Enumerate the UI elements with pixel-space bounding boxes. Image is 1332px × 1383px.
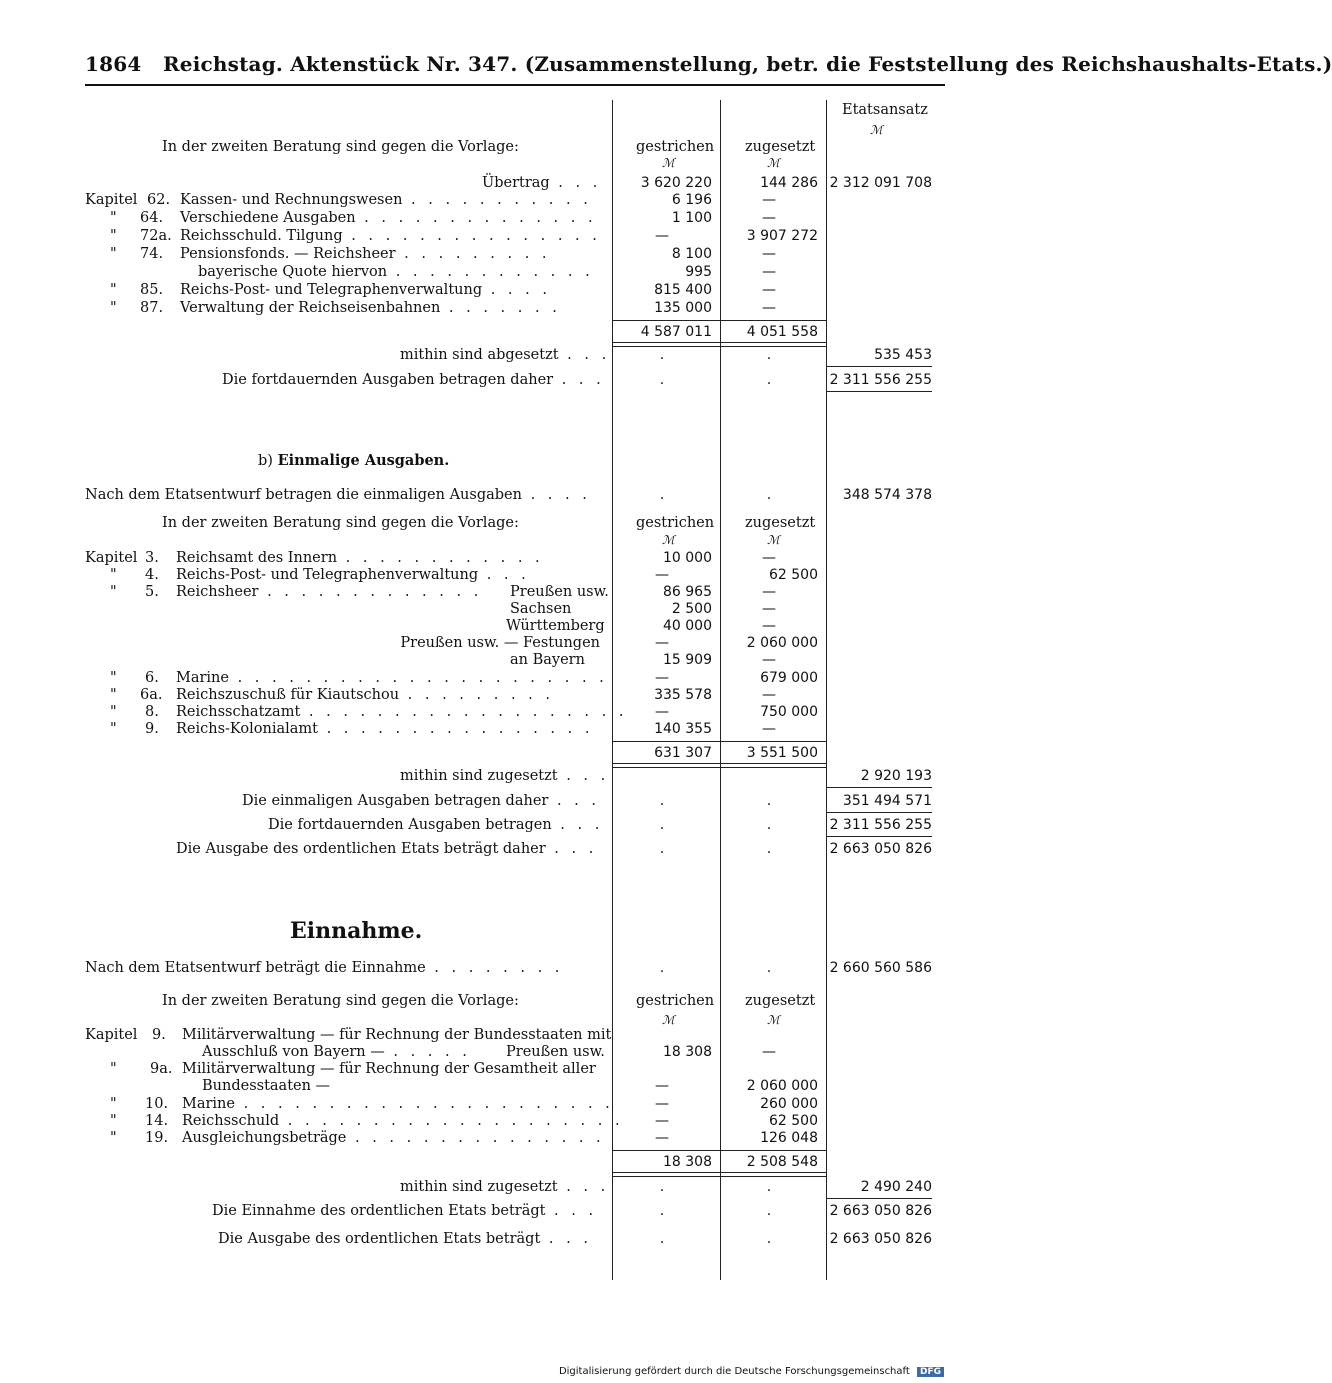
row-g: — xyxy=(655,635,669,651)
row-sub: Württemberg xyxy=(506,618,605,634)
col-mark-1: ℳ xyxy=(662,156,675,170)
row-g: — xyxy=(655,228,669,244)
row-z: — xyxy=(762,601,776,617)
row-g: 6 196 xyxy=(671,192,712,208)
row-z: — xyxy=(762,210,776,226)
row-kap: Kapitel xyxy=(85,1027,138,1043)
row-nr: 64. xyxy=(140,210,164,226)
row-label: Reichsschuld . . . . . . . . . . . . . . . . . . . . xyxy=(182,1113,624,1129)
row-kap: " xyxy=(110,567,117,583)
row-z: — xyxy=(762,584,776,600)
row-z: — xyxy=(762,246,776,262)
uebertrag-label: Übertrag . . . xyxy=(482,175,602,191)
row-label: Verwaltung der Reichseisenbahnen . . . . . . . xyxy=(180,300,561,316)
row-kap: " xyxy=(110,246,117,262)
row-kap: " xyxy=(110,1096,117,1112)
row-g: — xyxy=(655,1113,669,1129)
row-nr: 62. xyxy=(147,192,171,208)
row-z: — xyxy=(762,652,776,668)
row-z: 679 000 xyxy=(760,670,818,686)
uebertrag-g: 3 620 220 xyxy=(640,175,712,191)
total-b-label: Die Ausgabe des ordentlichen Etats beträgt daher . . . xyxy=(176,841,598,857)
row-nr: 74. xyxy=(140,246,164,262)
entwurf-b-e: 348 574 378 xyxy=(842,487,932,503)
col-mark-2: ℳ xyxy=(767,533,780,547)
row-g: 86 965 xyxy=(663,584,712,600)
row-nr: 19. xyxy=(145,1130,169,1146)
dfg-logo: DFG xyxy=(917,1367,944,1377)
row-g: 2 500 xyxy=(671,601,712,617)
intro-b: In der zweiten Beratung sind gegen die Vorlage: xyxy=(162,515,519,531)
row-z: 3 907 272 xyxy=(746,228,818,244)
sum-a-g: 4 587 011 xyxy=(640,324,712,340)
row-nr: 5. xyxy=(145,584,159,600)
row-z: — xyxy=(762,300,776,316)
entwurf-c-label: Nach dem Etatsentwurf beträgt die Einnahme . . . . . . . . xyxy=(85,960,564,976)
total-a-label: Die fortdauernden Ausgaben betragen daher . . . xyxy=(222,372,605,388)
intro-c: In der zweiten Beratung sind gegen die Vorlage: xyxy=(162,993,519,1009)
row-nr: 3. xyxy=(145,550,159,566)
col-header-zugesetzt: zugesetzt xyxy=(745,993,816,1009)
col-mark-1: ℳ xyxy=(662,533,675,547)
row-label: Verschiedene Ausgaben . . . . . . . . . . . . . . xyxy=(180,210,597,226)
row-kap: " xyxy=(110,687,117,703)
row-g: — xyxy=(655,704,669,720)
row-z: — xyxy=(762,550,776,566)
col-mark-3: ℳ xyxy=(870,123,883,137)
sum-rule-b xyxy=(612,741,826,742)
row-z: — xyxy=(762,687,776,703)
einnahme-total-e: 2 663 050 826 xyxy=(829,1203,932,1219)
row-sub: an Bayern xyxy=(510,652,585,668)
row-kap: " xyxy=(110,704,117,720)
sum-double-rule-c xyxy=(612,1172,826,1177)
zugesetzt-b-label: mithin sind zugesetzt . . . xyxy=(400,768,610,784)
row-label: Reichsheer . . . . . . . . . . . . . xyxy=(176,584,483,600)
row-kap: " xyxy=(110,721,117,737)
rule xyxy=(826,812,932,813)
zugesetzt-b-e: 2 920 193 xyxy=(860,768,932,784)
row-kap: " xyxy=(110,1113,117,1129)
total-b-e: 2 663 050 826 xyxy=(829,841,932,857)
row-g: 18 308 xyxy=(663,1044,712,1060)
heading-einnahme: Einnahme. xyxy=(290,918,423,944)
row-nr: 9a. xyxy=(150,1061,173,1077)
row-z: 2 060 000 xyxy=(746,635,818,651)
row-z: 750 000 xyxy=(760,704,818,720)
row-label: Marine . . . . . . . . . . . . . . . . . . . . . . xyxy=(182,1096,614,1112)
abgesetzt-label: mithin sind abgesetzt . . . xyxy=(400,347,611,363)
row-g: 1 100 xyxy=(671,210,712,226)
row-g: — xyxy=(655,1078,669,1094)
einmalig-label: Die einmaligen Ausgaben betragen daher . . . xyxy=(242,793,600,809)
sum-a-z: 4 051 558 xyxy=(746,324,818,340)
row-z: — xyxy=(762,1044,776,1060)
row-g: 140 355 xyxy=(654,721,712,737)
row-kap: " xyxy=(110,210,117,226)
row-z: 126 048 xyxy=(760,1130,818,1146)
row-label: Ausschluß von Bayern — . . . . . xyxy=(202,1044,471,1060)
sum-c-g: 18 308 xyxy=(663,1154,712,1170)
sum-b-z: 3 551 500 xyxy=(746,745,818,761)
row-g: 15 909 xyxy=(663,652,712,668)
sum-rule-a xyxy=(612,320,826,321)
row-nr: 6a. xyxy=(140,687,163,703)
row-g: 10 000 xyxy=(663,550,712,566)
row-sub: Preußen usw. xyxy=(506,1044,605,1060)
row-sub: Preußen usw. xyxy=(510,584,609,600)
row-z: — xyxy=(762,282,776,298)
row-g: — xyxy=(655,1096,669,1112)
row-z: 62 500 xyxy=(769,1113,818,1129)
col-header-gestrichen: gestrichen xyxy=(636,993,715,1009)
abgesetzt-e: 535 453 xyxy=(874,347,932,363)
row-kap: " xyxy=(110,670,117,686)
row-g: — xyxy=(655,670,669,686)
row-nr: 8. xyxy=(145,704,159,720)
einnahme-total-label: Die Einnahme des ordentlichen Etats beträgt . . . xyxy=(212,1203,598,1219)
column-rule-3 xyxy=(826,100,827,1280)
row-label: Reichs-Post- und Telegraphenverwaltung . . . . xyxy=(180,282,551,298)
rule xyxy=(826,391,932,392)
col-header-gestrichen: gestrichen xyxy=(636,515,715,531)
row-g: 8 100 xyxy=(671,246,712,262)
row-g: — xyxy=(655,1130,669,1146)
row-z: — xyxy=(762,192,776,208)
row-g: 40 000 xyxy=(663,618,712,634)
row-g: — xyxy=(655,567,669,583)
col-mark-1: ℳ xyxy=(662,1013,675,1027)
row-label: Reichs-Kolonialamt . . . . . . . . . . . . . . . . xyxy=(176,721,594,737)
row-kap: " xyxy=(110,282,117,298)
row-label: Marine . . . . . . . . . . . . . . . . . . . . . . xyxy=(176,670,608,686)
sum-c-z: 2 508 548 xyxy=(746,1154,818,1170)
rule xyxy=(826,787,932,788)
row-label: Reichs-Post- und Telegraphenverwaltung . . . xyxy=(176,567,530,583)
row-z: 2 060 000 xyxy=(746,1078,818,1094)
row-label: Reichsschatzamt . . . . . . . . . . . . . . . . . . . xyxy=(176,704,628,720)
col-header-etatsansatz: Etatsansatz xyxy=(842,102,928,118)
row-kap: " xyxy=(110,300,117,316)
footer-text: Digitalisierung gefördert durch die Deutsche Forschungsgemeinschaft xyxy=(558,1366,910,1377)
row-nr: 87. xyxy=(140,300,164,316)
ausgabe-total-e: 2 663 050 826 xyxy=(829,1231,932,1247)
row-label: bayerische Quote hiervon . . . . . . . . . . . . xyxy=(198,264,594,280)
row-kap: " xyxy=(110,584,117,600)
sum-double-rule-b xyxy=(612,763,826,768)
row-z: 260 000 xyxy=(760,1096,818,1112)
row-sub: Preußen usw. — Festungen xyxy=(400,635,600,651)
col-header-gestrichen: gestrichen xyxy=(636,139,715,155)
uebertrag-e: 2 312 091 708 xyxy=(829,175,932,191)
col-mark-2: ℳ xyxy=(767,156,780,170)
entwurf-c-e: 2 660 560 586 xyxy=(829,960,932,976)
row-g: 135 000 xyxy=(654,300,712,316)
rule xyxy=(826,366,932,367)
einmalig-e: 351 494 571 xyxy=(842,793,932,809)
col-header-zugesetzt: zugesetzt xyxy=(745,139,816,155)
col-header-zugesetzt: zugesetzt xyxy=(745,515,816,531)
row-g: 815 400 xyxy=(654,282,712,298)
col-mark-2: ℳ xyxy=(767,1013,780,1027)
row-sub: Sachsen xyxy=(510,601,572,617)
row-nr: 9. xyxy=(152,1027,166,1043)
row-nr: 9. xyxy=(145,721,159,737)
row-g: 335 578 xyxy=(654,687,712,703)
row-kap: " xyxy=(110,1061,117,1077)
row-label: Reichszuschuß für Kiautschou . . . . . . . . . xyxy=(176,687,555,703)
row-kap: " xyxy=(110,1130,117,1146)
row-nr: 4. xyxy=(145,567,159,583)
zugesetzt-c-e: 2 490 240 xyxy=(860,1179,932,1195)
sum-rule-c xyxy=(612,1150,826,1151)
row-nr: 6. xyxy=(145,670,159,686)
page-header xyxy=(85,52,1332,76)
row-g: 995 xyxy=(685,264,712,280)
footer-credit xyxy=(559,1366,944,1377)
page-number: 1864 xyxy=(85,52,142,76)
rule xyxy=(826,1198,932,1199)
row-z: — xyxy=(762,618,776,634)
row-nr: 14. xyxy=(145,1113,169,1129)
row-label: Bundesstaaten — xyxy=(202,1078,331,1094)
row-label: Ausgleichungsbeträge . . . . . . . . . . . . . . . xyxy=(182,1130,605,1146)
row-label: Pensionsfonds. — Reichsheer . . . . . . . . . xyxy=(180,246,551,262)
total-a-e: 2 311 556 255 xyxy=(829,372,932,388)
row-z: 62 500 xyxy=(769,567,818,583)
fortdauernd-label: Die fortdauernden Ausgaben betragen . . . xyxy=(268,817,604,833)
row-label: Reichsamt des Innern . . . . . . . . . . . . xyxy=(176,550,544,566)
row-nr: 85. xyxy=(140,282,164,298)
row-z: — xyxy=(762,264,776,280)
row-nr: 72a. xyxy=(140,228,172,244)
zugesetzt-c-label: mithin sind zugesetzt . . . xyxy=(400,1179,610,1195)
row-kap: Kapitel xyxy=(85,550,138,566)
row-z: — xyxy=(762,721,776,737)
rule xyxy=(826,836,932,837)
row-label: Kassen- und Rechnungswesen . . . . . . . . . . . xyxy=(180,192,592,208)
fortdauernd-e: 2 311 556 255 xyxy=(829,817,932,833)
header-rule xyxy=(85,84,945,86)
row-label: Militärverwaltung — für Rechnung der Gesamtheit aller xyxy=(182,1061,596,1077)
row-label: Militärverwaltung — für Rechnung der Bundesstaaten mit xyxy=(182,1027,612,1043)
sum-b-g: 631 307 xyxy=(654,745,712,761)
entwurf-b-label: Nach dem Etatsentwurf betragen die einmaligen Ausgaben . . . . xyxy=(85,487,591,503)
page-title: Reichstag. Aktenstück Nr. 347. (Zusammenstellung, betr. die Feststellung des Reichshaushalts-Etats.) xyxy=(162,52,1332,76)
row-nr: 10. xyxy=(145,1096,169,1112)
row-kap: Kapitel xyxy=(85,192,138,208)
uebertrag-z: 144 286 xyxy=(760,175,818,191)
heading-b: b) Einmalige Ausgaben. xyxy=(258,452,450,469)
ausgabe-total-label: Die Ausgabe des ordentlichen Etats beträgt . . . xyxy=(218,1231,592,1247)
intro-a: In der zweiten Beratung sind gegen die Vorlage: xyxy=(162,139,519,155)
row-kap: " xyxy=(110,228,117,244)
row-label: Reichsschuld. Tilgung . . . . . . . . . . . . . . . xyxy=(180,228,601,244)
